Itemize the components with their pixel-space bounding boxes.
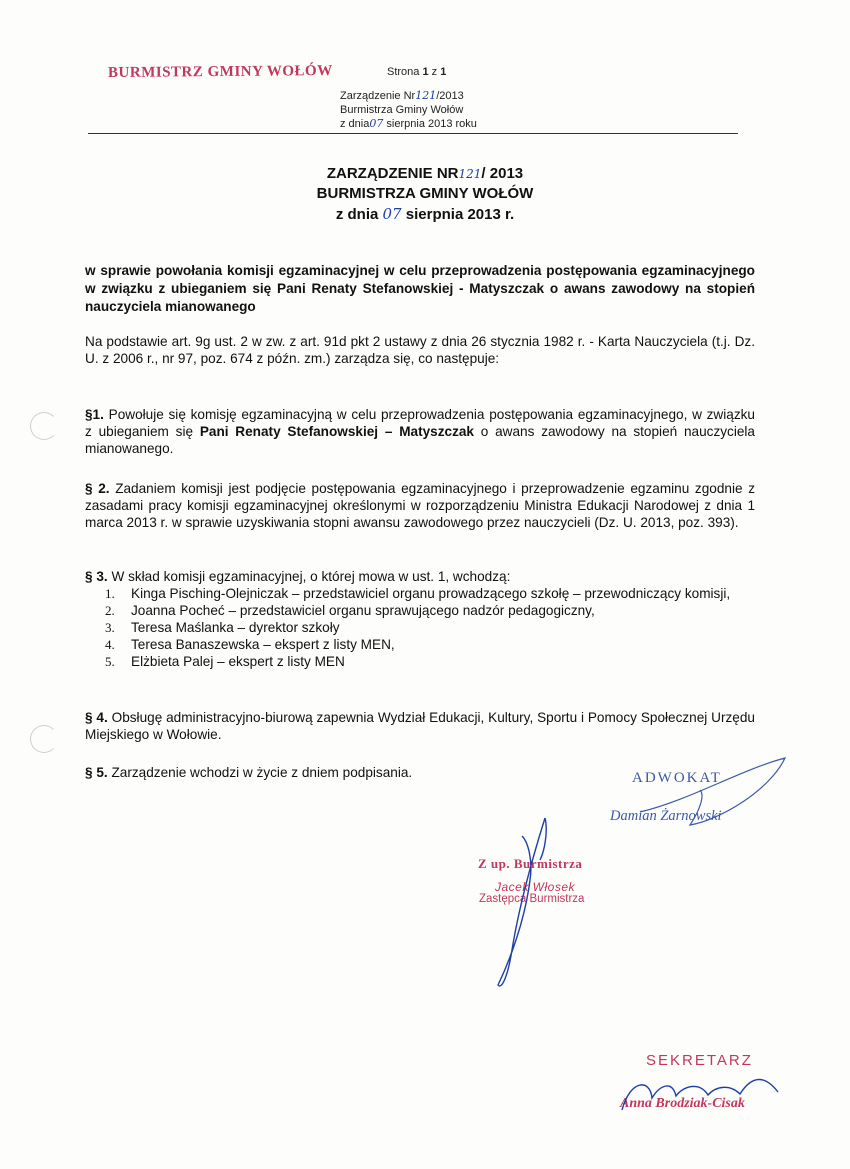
ref-date-suffix: sierpnia 2013 roku [383,118,477,130]
deputy-mayor-stamp-name: Jacek Włosek [495,880,576,894]
list-item-text: Teresa Banaszewska – ekspert z listy MEN, [131,637,395,652]
punch-hole-mark [30,412,58,440]
legal-basis: Na podstawie art. 9g ust. 2 w zw. z art. 91d pkt 2 ustawy z dnia 26 stycznia 1982 r. - Karta Nauczyciela (t.j. Dz. U. z 2006 r., nr 97, poz. 674 z późn. zm.) zarządza się, co następuje: [85,334,755,366]
header-divider [88,133,738,134]
list-item-number: 2. [105,603,115,618]
title-suffix: / 2013 [481,165,524,182]
section-4-label: § 4. [85,710,108,725]
ref-line-2: Burmistrza Gminy Wołów [340,104,464,116]
ref-suffix: /2013 [436,90,464,102]
document-title [0,165,850,182]
section-1-label: §1. [85,407,104,422]
adwokat-name-stamp: Damian Żarnowski [610,808,722,824]
section-4-text: Obsługę administracyjno-biurową zapewnia Wydział Edukacji, Kultury, Sportu i Pomocy Społecznej Urzędu Miejskiego w Wołowie. [85,710,755,742]
ref-line-3 [340,117,500,131]
list-item [105,619,755,636]
section-1-candidate-name: Pani Renaty Stefanowskiej – Matyszczak [199,424,474,439]
title-number-handwritten: 121 [458,167,482,181]
section-3-label: § 3. [85,569,108,584]
document-subject: w sprawie powołania komisji egzaminacyjnej w celu przeprowadzenia postępowania egzaminacyjnego w związku z ubieganiem się Pani Renaty Stefanowskiej - Matyszczak o awans zawodowy na stopień nauczyciela mianowanego [85,263,755,314]
deputy-mayor-stamp-role: Zastępca Burmistrza [479,893,585,905]
ref-line-1 [340,89,500,103]
section-2 [85,480,755,531]
page-prefix: Strona [387,66,423,78]
ref-date-prefix: z dnia [340,118,370,130]
date-day-handwritten: 07 [382,205,402,223]
ref-day-handwritten: 07 [369,117,384,130]
page-mid: z [428,66,441,78]
date-prefix: z dnia [335,206,383,223]
ref-prefix: Zarządzenie Nr [340,90,416,102]
list-item-number: 4. [105,637,115,652]
document-date [0,205,850,223]
list-item-text: Kinga Pisching-Olejniczak – przedstawiciel organu prowadzącego szkołę – przewodniczący komisji, [131,586,731,601]
secretary-stamp-name: Anna Brodziak-Cisak [620,1096,745,1111]
page-total: 1 [440,66,447,78]
reference-block [340,89,500,131]
list-item-text: Joanna Pocheć – przedstawiciel organu sprawującego nadzór pedagogiczny, [131,603,595,618]
list-item [105,636,755,653]
deputy-mayor-stamp-title: Z up. Burmistrza [478,856,583,871]
list-item [105,602,755,619]
list-item-text: Elżbieta Palej – ekspert z listy MEN [131,654,345,669]
list-item [105,653,755,670]
list-item-number: 1. [105,586,115,601]
list-item-number: 5. [105,654,115,669]
list-item-number: 3. [105,620,115,635]
list-item-text: Teresa Maślanka – dyrektor szkoły [131,620,340,635]
section-5-text: Zarządzenie wchodzi w życie z dniem podpisania. [107,765,413,780]
section-1-text-b: o awans zawodowy na stopień nauczyciela mianowanego. [85,424,755,456]
page-current: 1 [422,66,429,78]
section-3-text: W skład komisji egzaminacyjnej, o której mowa w ust. 1, wchodzą: [107,569,511,584]
section-2-text: Zadaniem komisji jest podjęcie postępowania egzaminacyjnego i przeprowadzenie egzaminu zgodnie z zasadami pracy komisji egzaminacyjnej określonymi w rozporządzeniu Ministra Edukacji Narodowej z dnia 1 marca 2013 r. w sprawie uzyskiwania stopni awansu zawodowego przez nauczycieli (Dz. U. 2013, poz. 393). [85,481,755,530]
section-3 [85,568,755,585]
section-5-label: § 5. [85,765,108,780]
section-4 [85,709,755,743]
secretary-stamp: SEKRETARZ [646,1052,753,1069]
section-2-label: § 2. [85,481,110,496]
ref-number-handwritten: 121 [415,89,437,102]
section-1-text-a: Powołuje się komisję egzaminacyjną w celu przeprowadzenia postępowania egzaminacyjnego, w związku z ubieganiem się [85,407,755,439]
page-number [387,66,446,78]
document-issuer: BURMISTRZA GMINY WOŁÓW [316,185,534,202]
list-item [105,585,755,602]
committee-members-list [105,585,755,670]
adwokat-stamp: ADWOKAT [632,770,722,786]
burmistrz-header-stamp: BURMISTRZ GMINY WOŁÓW [107,63,333,81]
punch-hole-mark [30,725,58,753]
date-suffix: sierpnia 2013 r. [401,206,515,223]
section-1 [85,406,755,457]
title-prefix: ZARZĄDZENIE NR [326,165,459,182]
